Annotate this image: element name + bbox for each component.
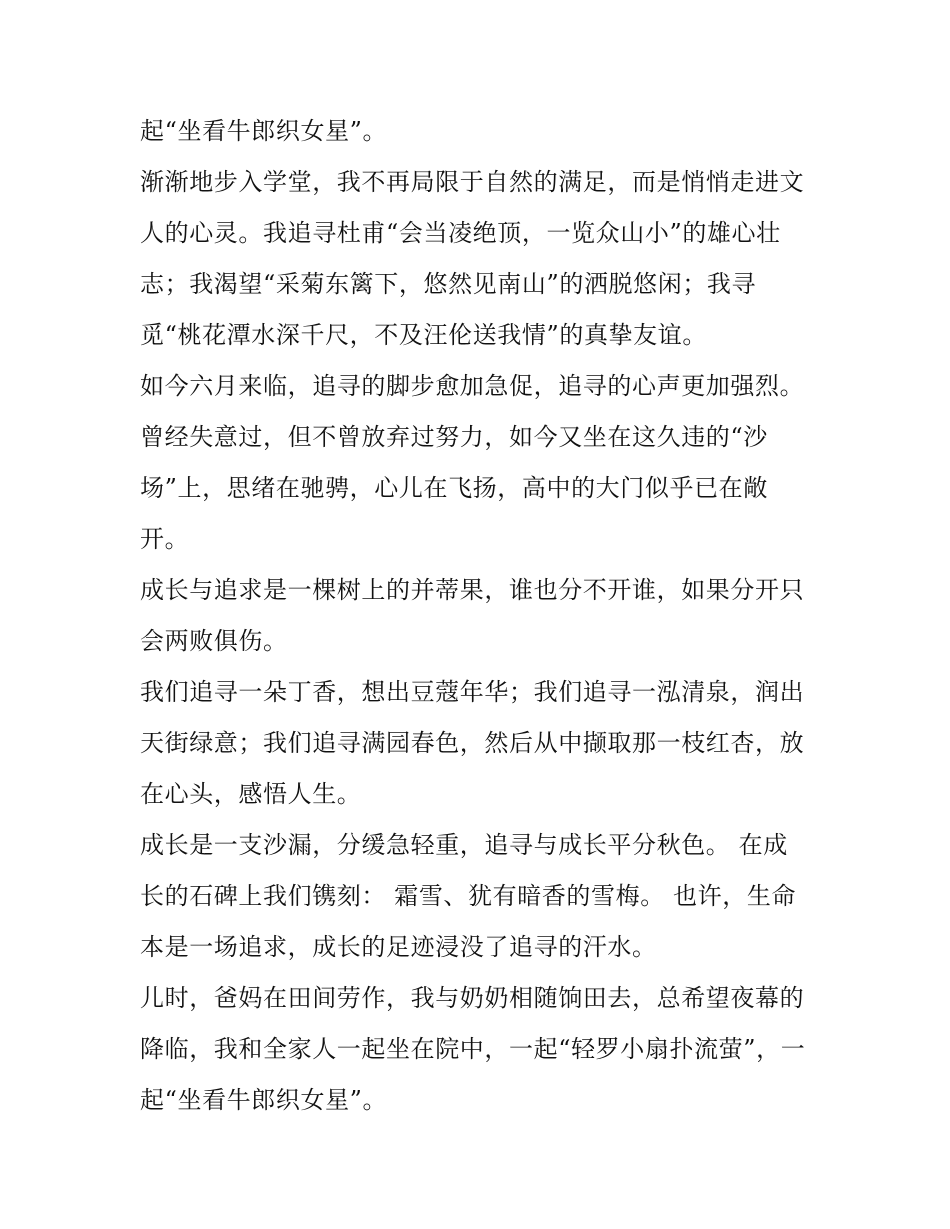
- text-line: 觅“桃花潭水深千尺，不及汪伦送我情”的真挚友谊。: [140, 321, 707, 349]
- text-line: 开。: [140, 525, 190, 553]
- text-line: 起“坐看牛郎织女星”。: [140, 117, 388, 145]
- text-line: 渐渐地步入学堂，我不再局限于自然的满足，而是悄悄走进文: [140, 168, 805, 196]
- text-line: 我们追寻一朵丁香，想出豆蔻年华；我们追寻一泓清泉，润出: [140, 678, 805, 706]
- text-line: 会两败俱伤。: [140, 627, 288, 655]
- text-line: 天街绿意；我们追寻满园春色，然后从中撷取那一枝红杏，放: [140, 729, 805, 757]
- text-line: 场”上，思绪在驰骋，心儿在飞扬，高中的大门似乎已在敞: [140, 474, 768, 502]
- text-line: 如今六月来临，追寻的脚步愈加急促，追寻的心声更加强烈。: [140, 372, 805, 400]
- text-line: 儿时，爸妈在田间劳作，我与奶奶相随饷田去，总希望夜幕的: [140, 984, 805, 1012]
- essay-text-body: [140, 106, 830, 1126]
- text-line: 成长与追求是一棵树上的并蒂果，谁也分不开谁，如果分开只: [140, 576, 805, 604]
- text-line: 曾经失意过，但不曾放弃过努力，如今又坐在这久违的“沙: [140, 423, 768, 451]
- text-line: 本是一场追求，成长的足迹浸没了追寻的汗水。: [140, 933, 657, 961]
- text-line: 成长是一支沙漏，分缓急轻重，追寻与成长平分秋色。 在成: [140, 831, 788, 859]
- text-line: 志；我渴望“采菊东篱下，悠然见南山”的洒脱悠闲；我寻: [140, 270, 757, 298]
- text-line: 长的石碑上我们镌刻： 霜雪、犹有暗香的雪梅。 也许，生命: [140, 882, 797, 910]
- text-line: 降临，我和全家人一起坐在院中，一起“轻罗小扇扑流萤”，一: [140, 1035, 806, 1063]
- text-line: 在心头，感悟人生。: [140, 780, 362, 808]
- text-line: 起“坐看牛郎织女星”。: [140, 1086, 388, 1114]
- text-line: 人的心灵。我追寻杜甫“会当凌绝顶，一览众山小”的雄心壮: [140, 219, 781, 247]
